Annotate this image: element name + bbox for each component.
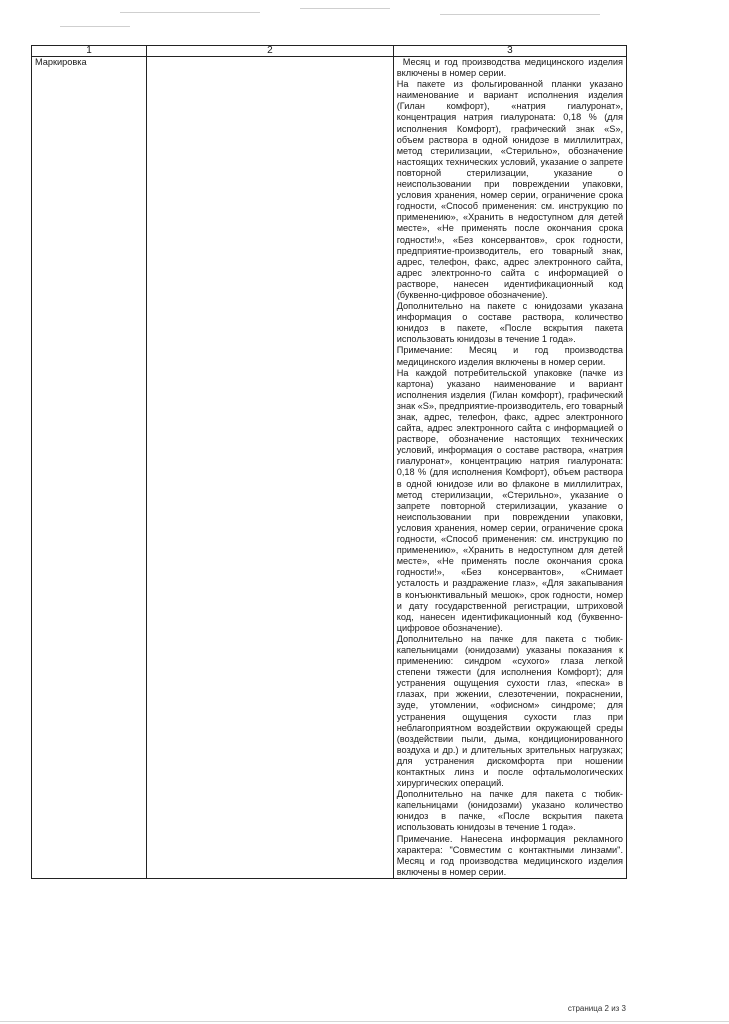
column-header-1: 1	[32, 46, 147, 57]
paragraph-note-1: Примечание: Месяц и год производства медицинского изделия включены в номер серии.	[396, 345, 623, 367]
row-label-marking: Маркировка	[32, 57, 147, 879]
paragraph-indications: Дополнительно на пачке для пакета с тюбик-капельницами (юнидозами) указаны показания к применению: синдром «сухого» глаза легкой степени тяжести (для исполнения Комфорт); для устранения ощущения сухости глаз, «песка» в глазах, при жжении, слезотечении, покраснении, зуде, утомлении, «офисном» синдроме; для устранения ощущения сухости глаз при неблагоприятном воздействии окружающей среды (воздействии пыли, дыма, кондиционированного воздуха и др.) и длительных зрительных нагрузках; для устранения дискомфорта при ношении контактных линз и после офтальмологических хирургических операций.	[396, 633, 623, 789]
page-number: страница 2 из 3	[567, 1004, 626, 1013]
scan-edge-line	[0, 1021, 729, 1022]
paragraph-unidose-pack: Дополнительно на пакете с юнидозами указана информация о составе раствора, количество юнидоз в пакете, «После вскрытия пакета использовать юнидозы в течение 1 года».	[396, 301, 623, 345]
column-header-2: 2	[147, 46, 394, 57]
marking-description-cell	[393, 57, 626, 879]
marking-table	[31, 45, 627, 879]
table-row	[32, 57, 627, 879]
paragraph-foil-pack: На пакете из фольгированной планки указано наименование и вариант исполнения изделия (Гилан комфорт), «натрия гиалуронат», концентрация натрия гиалуроната: 0,18 % (для исполнения Комфорт), графический знак «S», объем раствора в одной юнидозе в миллилитрах, метод стерилизации, «Стерильно», обозначение настоящих технических условий, указание о запрете повторной стерилизации, указание о неиспользовании при повреждении упаковки, условия хранения, номер серии, ограничение срока годности, «Способ применения: см. инструкцию по применению», «Хранить в недоступном для детей месте», «Не применять после окончания срока годности!», «Без консервантов», срок годности, предприятие-производитель, его товарный знак, адрес, телефон, факс, адрес электронного сайта, адрес электронно-го сайта с информацией о растворе, нанесен идентификационный код (буквенно-цифровое обозначение).	[396, 79, 623, 300]
scan-artifact-header	[0, 0, 729, 42]
paragraph-note-2: Примечание. Нанесена информация рекламного характера: "Совместим с контактными линзами". Месяц и год производства медицинского изделия включены в номер серии.	[396, 833, 623, 877]
paragraph-consumer-package: На каждой потребительской упаковке (пачке из картона) указано наименование и вариант исполнения изделия (Гилан комфорт), графический знак «S», предприятие-производитель, его товарный знак, адрес, телефон, факс, адрес электронного сайта, адрес электронного сайта с информацией о растворе, обозначение настоящих технических условий, информация о составе раствора, «натрия гиалуронат», концентрацию натрия гиалуроната: 0,18 % (для исполнения Комфорт), объем раствора в одной юнидозе или во флаконе в миллилитрах, метод стерилизации, «Стерильно», указание о запрете повторной стерилизации, указание о неиспользовании при повреждении упаковки, условия хранения, номер серии, ограничение срока годности, «Способ применения: см. инструкцию по применению», «Хранить в недоступном для детей месте», «Не применять после окончания срока годности!», «Без консервантов», «Снимает усталость и раздражение глаз», «Для закапывания в конъюнктивальный мешок», срок годности, номер и дату государственной регистрации, штриховой код, нанесен идентификационный код (буквенно-цифровое обозначение).	[396, 367, 624, 633]
paragraph-production-date: Месяц и год производства медицинского изделия включены в номер серии.	[396, 57, 623, 79]
empty-cell	[147, 57, 394, 879]
header-row	[32, 46, 627, 57]
paragraph-unidose-count: Дополнительно на пачке для пакета с тюбик-капельницами (юнидозами) указано количество юнидоз в пачке, «После вскрытия пакета использовать юнидозы в течение 1 года».	[396, 789, 623, 833]
column-header-3: 3	[393, 46, 626, 57]
